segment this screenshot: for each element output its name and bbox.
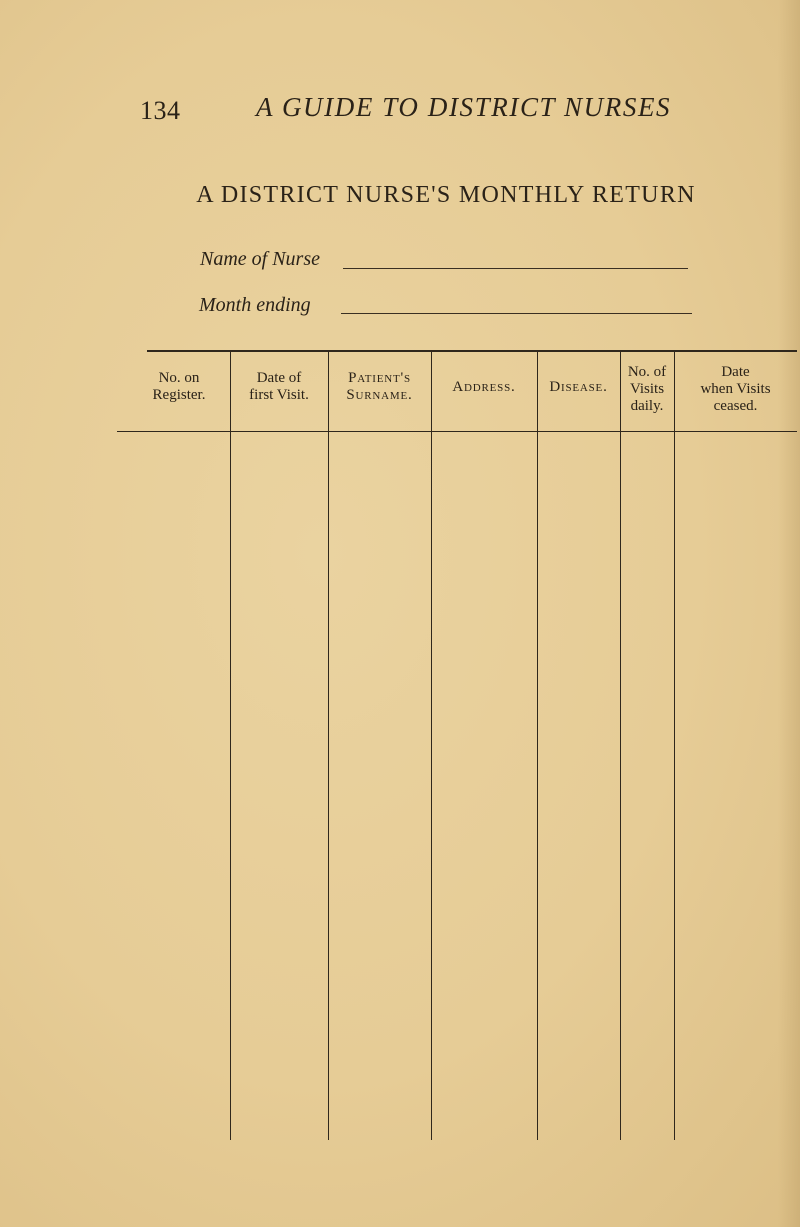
header-line: Address.: [452, 379, 516, 395]
book-title: A GUIDE TO DISTRICT NURSES: [256, 92, 672, 122]
column-header-register: [131, 370, 227, 404]
table-header-rule: [117, 431, 797, 432]
header-line: Disease.: [549, 379, 608, 395]
column-header-visits-ceased: [674, 364, 797, 415]
monthly-return-table: [117, 350, 797, 1170]
column-header-surname: [328, 370, 431, 404]
column-divider: [328, 350, 329, 1140]
header-line: No. of: [627, 364, 667, 380]
month-ending-line: [341, 313, 692, 314]
form-title: A DISTRICT NURSE'S MONTHLY RETURN: [196, 182, 696, 208]
header-line: Patient's: [348, 370, 411, 386]
header-line: Surname.: [346, 387, 413, 403]
header-line: Date: [721, 364, 750, 380]
header-line: Date of: [256, 370, 302, 386]
page-number: 134: [140, 96, 181, 125]
column-header-visits-daily: [620, 364, 674, 415]
name-of-nurse-label: Name of Nurse: [200, 248, 320, 270]
running-head: [0, 92, 800, 132]
header-line: daily.: [630, 398, 664, 414]
column-header-first-visit: [230, 370, 328, 404]
header-line: when Visits: [700, 381, 771, 397]
table-top-rule: [147, 350, 797, 352]
column-divider: [431, 350, 432, 1140]
column-divider: [230, 350, 231, 1140]
header-line: first Visit.: [249, 387, 309, 403]
column-divider: [674, 350, 675, 1140]
month-ending-label: Month ending: [199, 294, 311, 316]
header-line: Register.: [152, 387, 206, 403]
column-header-address: [431, 379, 537, 396]
header-line: No. on: [158, 370, 200, 386]
header-line: ceased.: [713, 398, 758, 414]
column-divider: [620, 350, 621, 1140]
column-divider: [537, 350, 538, 1140]
column-header-disease: [537, 379, 620, 396]
name-of-nurse-line: [343, 268, 688, 269]
header-line: Visits: [629, 381, 665, 397]
